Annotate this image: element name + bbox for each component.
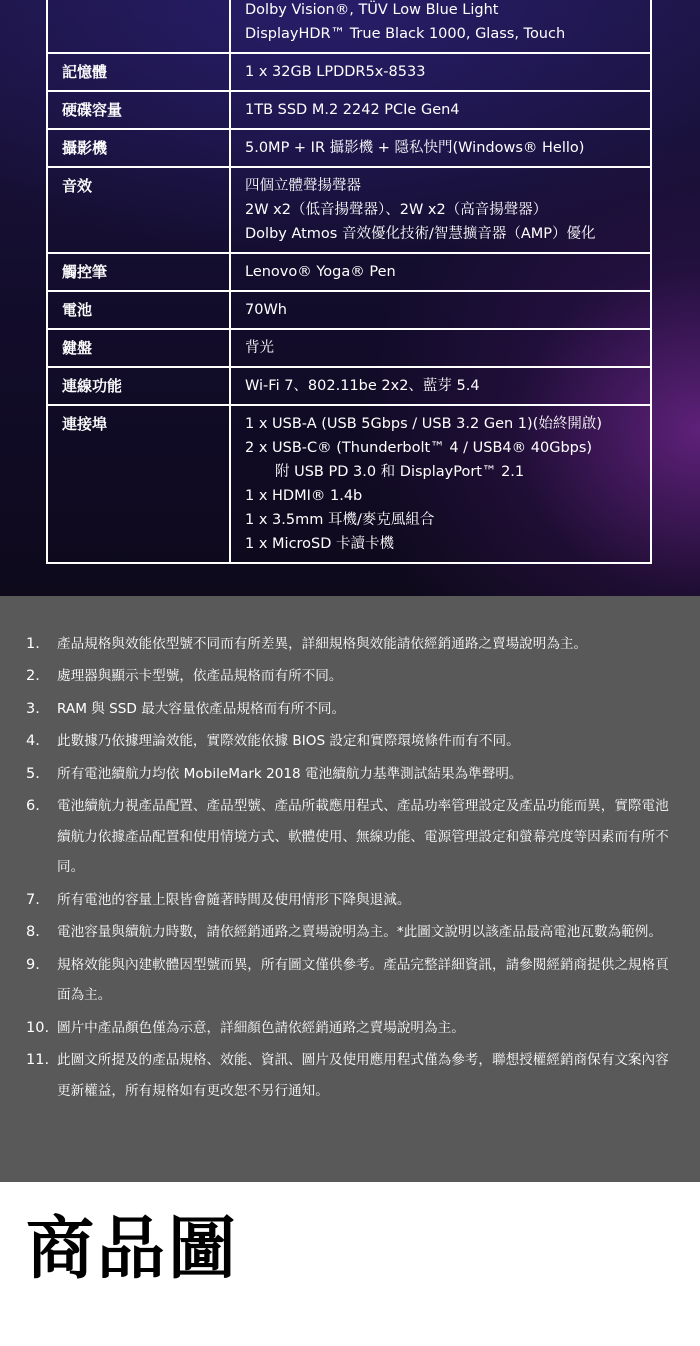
spec-value bbox=[230, 129, 651, 167]
spec-value-line: 1 x 3.5mm 耳機/麥克風組合 bbox=[245, 512, 435, 528]
spec-value-line: Dolby Atmos 音效優化技術/智慧擴音器（AMP）優化 bbox=[245, 226, 596, 242]
spec-value bbox=[230, 405, 651, 563]
spec-value-line: 1TB SSD M.2 2242 PCIe Gen4 bbox=[245, 102, 460, 118]
note-number: 9. bbox=[26, 956, 40, 973]
note-number: 5. bbox=[26, 765, 40, 782]
spec-label: 連線功能 bbox=[47, 367, 230, 405]
note-item bbox=[26, 1013, 676, 1044]
spec-value-line: 70Wh bbox=[245, 302, 287, 318]
spec-row bbox=[47, 253, 651, 291]
spec-row bbox=[47, 405, 651, 563]
note-text: 此圖文所提及的產品規格、效能、資訊、圖片及使用應用程式僅為參考，聯想授權經銷商保有文案內容更新權益，所有規格如有更改恕不另行通知。 bbox=[57, 1052, 669, 1099]
spec-value bbox=[230, 91, 651, 129]
spec-value-line: 1 x MicroSD 卡讀卡機 bbox=[245, 536, 395, 552]
note-text: 電池容量與續航力時數，請依經銷通路之賣場說明為主。*此圖文說明以該產品最高電池瓦數為範例。 bbox=[57, 924, 662, 941]
spec-value-line: 5.0MP + IR 攝影機 + 隱私快門(Windows® Hello) bbox=[245, 140, 585, 156]
spec-table bbox=[46, 0, 652, 564]
note-text: 規格效能與內建軟體因型號而異，所有圖文僅供參考。產品完整詳細資訊，請參閱經銷商提供之規格頁面為主。 bbox=[57, 956, 669, 1004]
note-text: 所有電池續航力均依 MobileMark 2018 電池續航力基準測試結果為準聲明。 bbox=[57, 765, 523, 782]
spec-value bbox=[230, 329, 651, 367]
note-item bbox=[26, 1045, 676, 1106]
gallery-title: 商品圖 bbox=[26, 1210, 240, 1289]
note-number: 8. bbox=[26, 924, 40, 941]
note-item bbox=[26, 694, 676, 725]
notes-section bbox=[0, 596, 700, 1182]
spec-label: 攝影機 bbox=[47, 129, 230, 167]
spec-row bbox=[47, 167, 651, 253]
note-item bbox=[26, 629, 676, 660]
note-number: 2. bbox=[26, 668, 40, 685]
spec-value-line: 2 x USB-C® (Thunderbolt™ 4 / USB4® 40Gbps) bbox=[245, 440, 593, 456]
spec-value bbox=[230, 53, 651, 91]
spec-value-line: Dolby Vision®, TÜV Low Blue Light bbox=[245, 2, 499, 18]
note-number: 10. bbox=[26, 1019, 50, 1036]
note-item bbox=[26, 791, 676, 883]
notes-list bbox=[26, 629, 676, 1108]
note-text: 電池續航力視產品配置、產品型號、產品所載應用程式、產品功率管理設定及產品功能而異，實際電池續航力依據產品配置和使用情境方式、軟體使用、無線功能、電源管理設定和螢幕亮度等因素而有所不同。 bbox=[57, 797, 669, 876]
note-item bbox=[26, 726, 676, 757]
note-text: 圖片中產品顏色僅為示意，詳細顏色請依經銷通路之賣場說明為主。 bbox=[57, 1019, 465, 1036]
note-number: 1. bbox=[26, 636, 40, 652]
spec-value-line: 1 x USB-A (USB 5Gbps / USB 3.2 Gen 1)(始終開啟) bbox=[245, 416, 602, 432]
spec-value-line: 背光 bbox=[245, 340, 274, 356]
spec-value-line: 1 x HDMI® 1.4b bbox=[245, 488, 363, 504]
spec-label: 記憶體 bbox=[47, 53, 230, 91]
note-text: 產品規格與效能依型號不同而有所差異，詳細規格與效能請依經銷通路之賣場說明為主。 bbox=[57, 636, 588, 652]
spec-value-line: Wi-Fi 7、802.11be 2x2、藍芽 5.4 bbox=[245, 378, 480, 394]
spec-label: 觸控筆 bbox=[47, 253, 230, 291]
spec-label: 電池 bbox=[47, 291, 230, 329]
spec-row bbox=[47, 367, 651, 405]
spec-label: 連接埠 bbox=[47, 405, 230, 563]
spec-row bbox=[47, 91, 651, 129]
note-number: 11. bbox=[26, 1052, 50, 1069]
spec-value-line: Lenovo® Yoga® Pen bbox=[245, 264, 396, 280]
note-number: 4. bbox=[26, 733, 40, 750]
note-item bbox=[26, 917, 676, 948]
note-text: RAM 與 SSD 最大容量依產品規格而有所不同。 bbox=[57, 700, 346, 717]
spec-row bbox=[47, 129, 651, 167]
spec-value bbox=[230, 291, 651, 329]
note-item bbox=[26, 950, 676, 1011]
spec-value bbox=[230, 167, 651, 253]
note-text: 此數據乃依據理論效能，實際效能依據 BIOS 設定和實際環境條件而有不同。 bbox=[57, 733, 520, 750]
spec-value-line: 附 USB PD 3.0 和 DisplayPort™ 2.1 bbox=[275, 464, 525, 480]
spec-value-line: DisplayHDR™ True Black 1000, Glass, Touch bbox=[245, 26, 566, 42]
note-number: 3. bbox=[26, 700, 40, 717]
spec-label: 鍵盤 bbox=[47, 329, 230, 367]
note-item bbox=[26, 661, 676, 692]
spec-row bbox=[47, 53, 651, 91]
spec-row bbox=[47, 0, 651, 53]
spec-value bbox=[230, 0, 651, 53]
note-text: 處理器與顯示卡型號，依產品規格而有所不同。 bbox=[57, 668, 343, 685]
note-item bbox=[26, 885, 676, 916]
note-text: 所有電池的容量上限皆會隨著時間及使用情形下降與退減。 bbox=[57, 891, 411, 908]
spec-label bbox=[47, 0, 230, 53]
spec-value bbox=[230, 253, 651, 291]
spec-row bbox=[47, 291, 651, 329]
spec-value-line: 1 x 32GB LPDDR5x-8533 bbox=[245, 64, 426, 80]
spec-label: 硬碟容量 bbox=[47, 91, 230, 129]
spec-section bbox=[0, 0, 700, 596]
spec-value bbox=[230, 367, 651, 405]
spec-label: 音效 bbox=[47, 167, 230, 253]
spec-row bbox=[47, 329, 651, 367]
spec-value-line: 2W x2（低音揚聲器）、2W x2（高音揚聲器） bbox=[245, 202, 548, 218]
spec-value-line: 四個立體聲揚聲器 bbox=[245, 178, 361, 194]
note-number: 6. bbox=[26, 797, 40, 814]
note-item bbox=[26, 759, 676, 790]
note-number: 7. bbox=[26, 891, 40, 908]
